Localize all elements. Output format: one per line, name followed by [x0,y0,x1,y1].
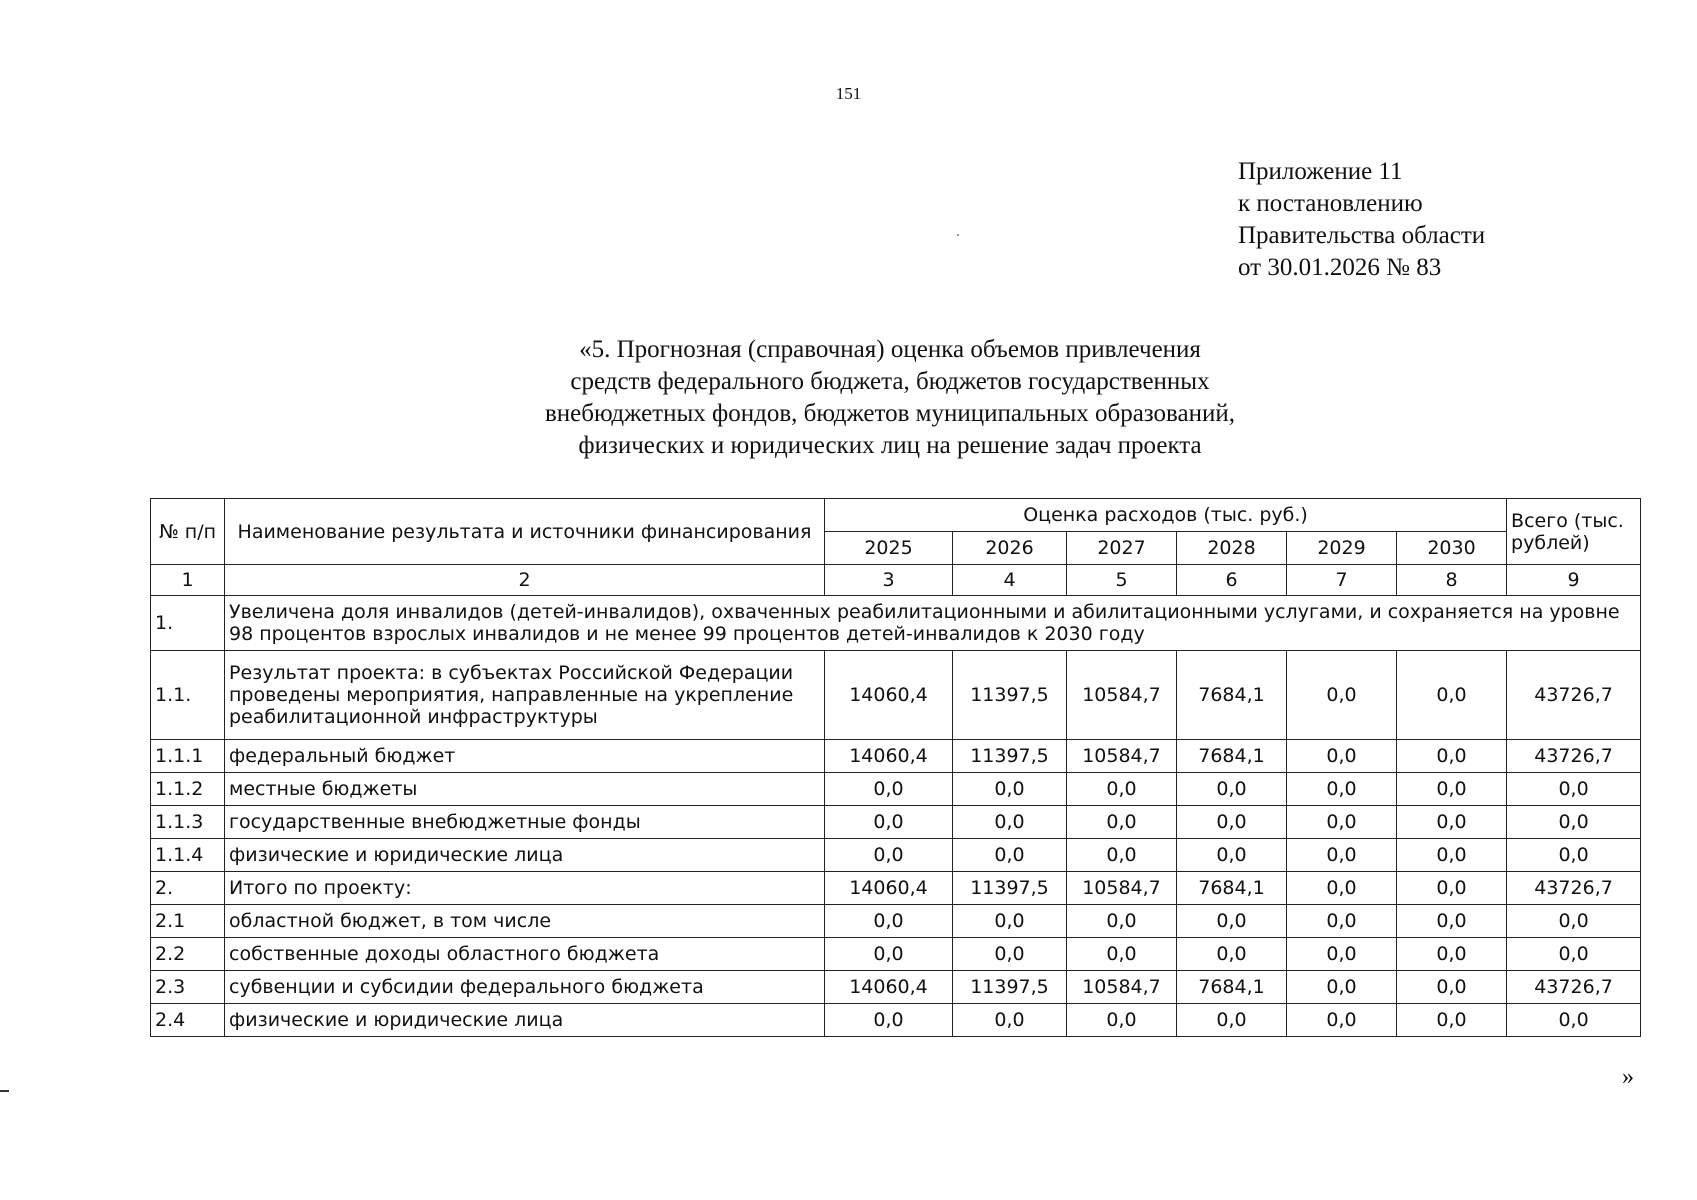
header-estimate: Оценка расходов (тыс. руб.) [825,499,1507,532]
appendix-line: Приложение 11 [1238,158,1403,185]
header-year: 2028 [1177,532,1287,565]
row-value: 0,0 [953,806,1067,839]
row-value: 0,0 [953,938,1067,971]
row-value: 11397,5 [953,971,1067,1004]
table-row [151,773,1641,806]
title-line: физических и юридических лиц на решение задач проекта [578,432,1202,459]
table-row [151,651,1641,740]
table-row [151,1004,1641,1037]
title-line: внебюджетных фондов, бюджетов муниципальных образований, [545,400,1235,427]
column-index: 5 [1067,565,1177,596]
section-text: Увеличена доля инвалидов (детей-инвалидов), охваченных реабилитационными и абилитационными услугами, и сохраняется на уровне 98 процентов взрослых инвалидов и не менее 99 процентов детей-инвалидов к 2030 году [225,596,1641,651]
row-value: 0,0 [1397,872,1507,905]
appendix-block [1238,156,1485,284]
row-num: 2.1 [151,905,225,938]
row-value: 0,0 [1287,1004,1397,1037]
financing-table [150,498,1641,1037]
title-line: средств федерального бюджета, бюджетов государственных [570,368,1210,395]
row-num: 1.1.1 [151,740,225,773]
row-value: 0,0 [953,1004,1067,1037]
row-num: 1.1.2 [151,773,225,806]
appendix-line: к постановлению [1238,190,1423,217]
row-value: 0,0 [1287,971,1397,1004]
row-total: 0,0 [1507,905,1641,938]
row-value: 0,0 [1397,938,1507,971]
row-value: 0,0 [1397,905,1507,938]
row-value: 0,0 [953,839,1067,872]
section-num: 1. [151,596,225,651]
row-value: 14060,4 [825,872,953,905]
table-row [151,905,1641,938]
row-name: Итого по проекту: [225,872,825,905]
header-year: 2030 [1397,532,1507,565]
title-line: «5. Прогнозная (справочная) оценка объемов привлечения [579,336,1201,363]
row-num: 2.2 [151,938,225,971]
row-total: 43726,7 [1507,971,1641,1004]
row-value: 0,0 [1067,773,1177,806]
column-index: 1 [151,565,225,596]
row-value: 0,0 [953,905,1067,938]
row-value: 14060,4 [825,740,953,773]
row-num: 1.1.3 [151,806,225,839]
column-index: 6 [1177,565,1287,596]
column-index: 9 [1507,565,1641,596]
scan-speck [957,234,959,236]
row-value: 0,0 [1397,1004,1507,1037]
section-row [151,596,1641,651]
appendix-line: от 30.01.2026 № 83 [1238,254,1442,281]
row-total: 43726,7 [1507,872,1641,905]
row-value: 11397,5 [953,872,1067,905]
row-value: 10584,7 [1067,872,1177,905]
row-value: 0,0 [1177,938,1287,971]
row-value: 0,0 [1067,905,1177,938]
header-year: 2027 [1067,532,1177,565]
row-value: 0,0 [1177,806,1287,839]
table-row [151,839,1641,872]
row-total: 43726,7 [1507,740,1641,773]
column-index: 7 [1287,565,1397,596]
row-name: субвенции и субсидии федерального бюджета [225,971,825,1004]
row-value: 0,0 [1177,839,1287,872]
row-value: 0,0 [825,905,953,938]
row-value: 0,0 [1397,839,1507,872]
row-value: 0,0 [1287,938,1397,971]
row-name: физические и юридические лица [225,1004,825,1037]
row-value: 0,0 [1287,872,1397,905]
row-value: 0,0 [1397,773,1507,806]
header-num: № п/п [151,499,225,565]
row-value: 0,0 [1177,1004,1287,1037]
row-value: 0,0 [1287,740,1397,773]
row-value: 0,0 [1287,651,1397,740]
row-value: 10584,7 [1067,740,1177,773]
row-num: 2.3 [151,971,225,1004]
row-value: 0,0 [825,938,953,971]
row-value: 10584,7 [1067,971,1177,1004]
row-value: 7684,1 [1177,971,1287,1004]
column-index: 3 [825,565,953,596]
row-num: 2.4 [151,1004,225,1037]
row-value: 14060,4 [825,651,953,740]
row-value: 0,0 [1397,651,1507,740]
row-num: 2. [151,872,225,905]
column-index-row [151,565,1641,596]
row-value: 0,0 [1397,740,1507,773]
row-name: государственные внебюджетные фонды [225,806,825,839]
row-value: 0,0 [825,806,953,839]
row-name: местные бюджеты [225,773,825,806]
row-value: 0,0 [1287,839,1397,872]
row-value: 0,0 [1287,773,1397,806]
header-name: Наименование результата и источники финансирования [225,499,825,565]
row-total: 0,0 [1507,806,1641,839]
row-value: 0,0 [1067,839,1177,872]
row-total: 0,0 [1507,1004,1641,1037]
page-number: 151 [835,84,862,103]
row-value: 11397,5 [953,651,1067,740]
row-name: Результат проекта: в субъектах Российской Федерации проведены мероприятия, направленные на укрепление реабилитационной инфраструктуры [225,651,825,740]
column-index: 8 [1397,565,1507,596]
row-value: 0,0 [825,773,953,806]
row-value: 0,0 [1067,938,1177,971]
row-value: 7684,1 [1177,740,1287,773]
row-name: областной бюджет, в том числе [225,905,825,938]
row-name: федеральный бюджет [225,740,825,773]
row-value: 0,0 [1067,1004,1177,1037]
table-row [151,740,1641,773]
table-row [151,938,1641,971]
row-value: 7684,1 [1177,872,1287,905]
row-value: 0,0 [953,773,1067,806]
column-index: 2 [225,565,825,596]
row-value: 11397,5 [953,740,1067,773]
row-name: собственные доходы областного бюджета [225,938,825,971]
row-value: 10584,7 [1067,651,1177,740]
row-value: 0,0 [1177,773,1287,806]
header-year: 2026 [953,532,1067,565]
row-total: 0,0 [1507,773,1641,806]
document-title [400,334,1380,462]
table-row [151,971,1641,1004]
column-index: 4 [953,565,1067,596]
row-value: 0,0 [1177,905,1287,938]
row-value: 14060,4 [825,971,953,1004]
row-value: 0,0 [1287,905,1397,938]
table-row [151,872,1641,905]
header-total: Всего (тыс. рублей) [1507,499,1641,565]
header-year: 2025 [825,532,953,565]
row-value: 0,0 [1067,806,1177,839]
closing-quote: » [1622,1064,1634,1090]
row-value: 0,0 [1397,806,1507,839]
row-num: 1.1.4 [151,839,225,872]
row-value: 0,0 [1287,806,1397,839]
header-year: 2029 [1287,532,1397,565]
row-num: 1.1. [151,651,225,740]
row-value: 0,0 [825,839,953,872]
row-total: 43726,7 [1507,651,1641,740]
row-total: 0,0 [1507,938,1641,971]
header-row [151,499,1641,532]
row-name: физические и юридические лица [225,839,825,872]
row-value: 0,0 [825,1004,953,1037]
row-value: 7684,1 [1177,651,1287,740]
row-total: 0,0 [1507,839,1641,872]
appendix-line: Правительства области [1238,222,1486,249]
row-value: 0,0 [1397,971,1507,1004]
margin-mark [0,1090,9,1092]
table-row [151,806,1641,839]
